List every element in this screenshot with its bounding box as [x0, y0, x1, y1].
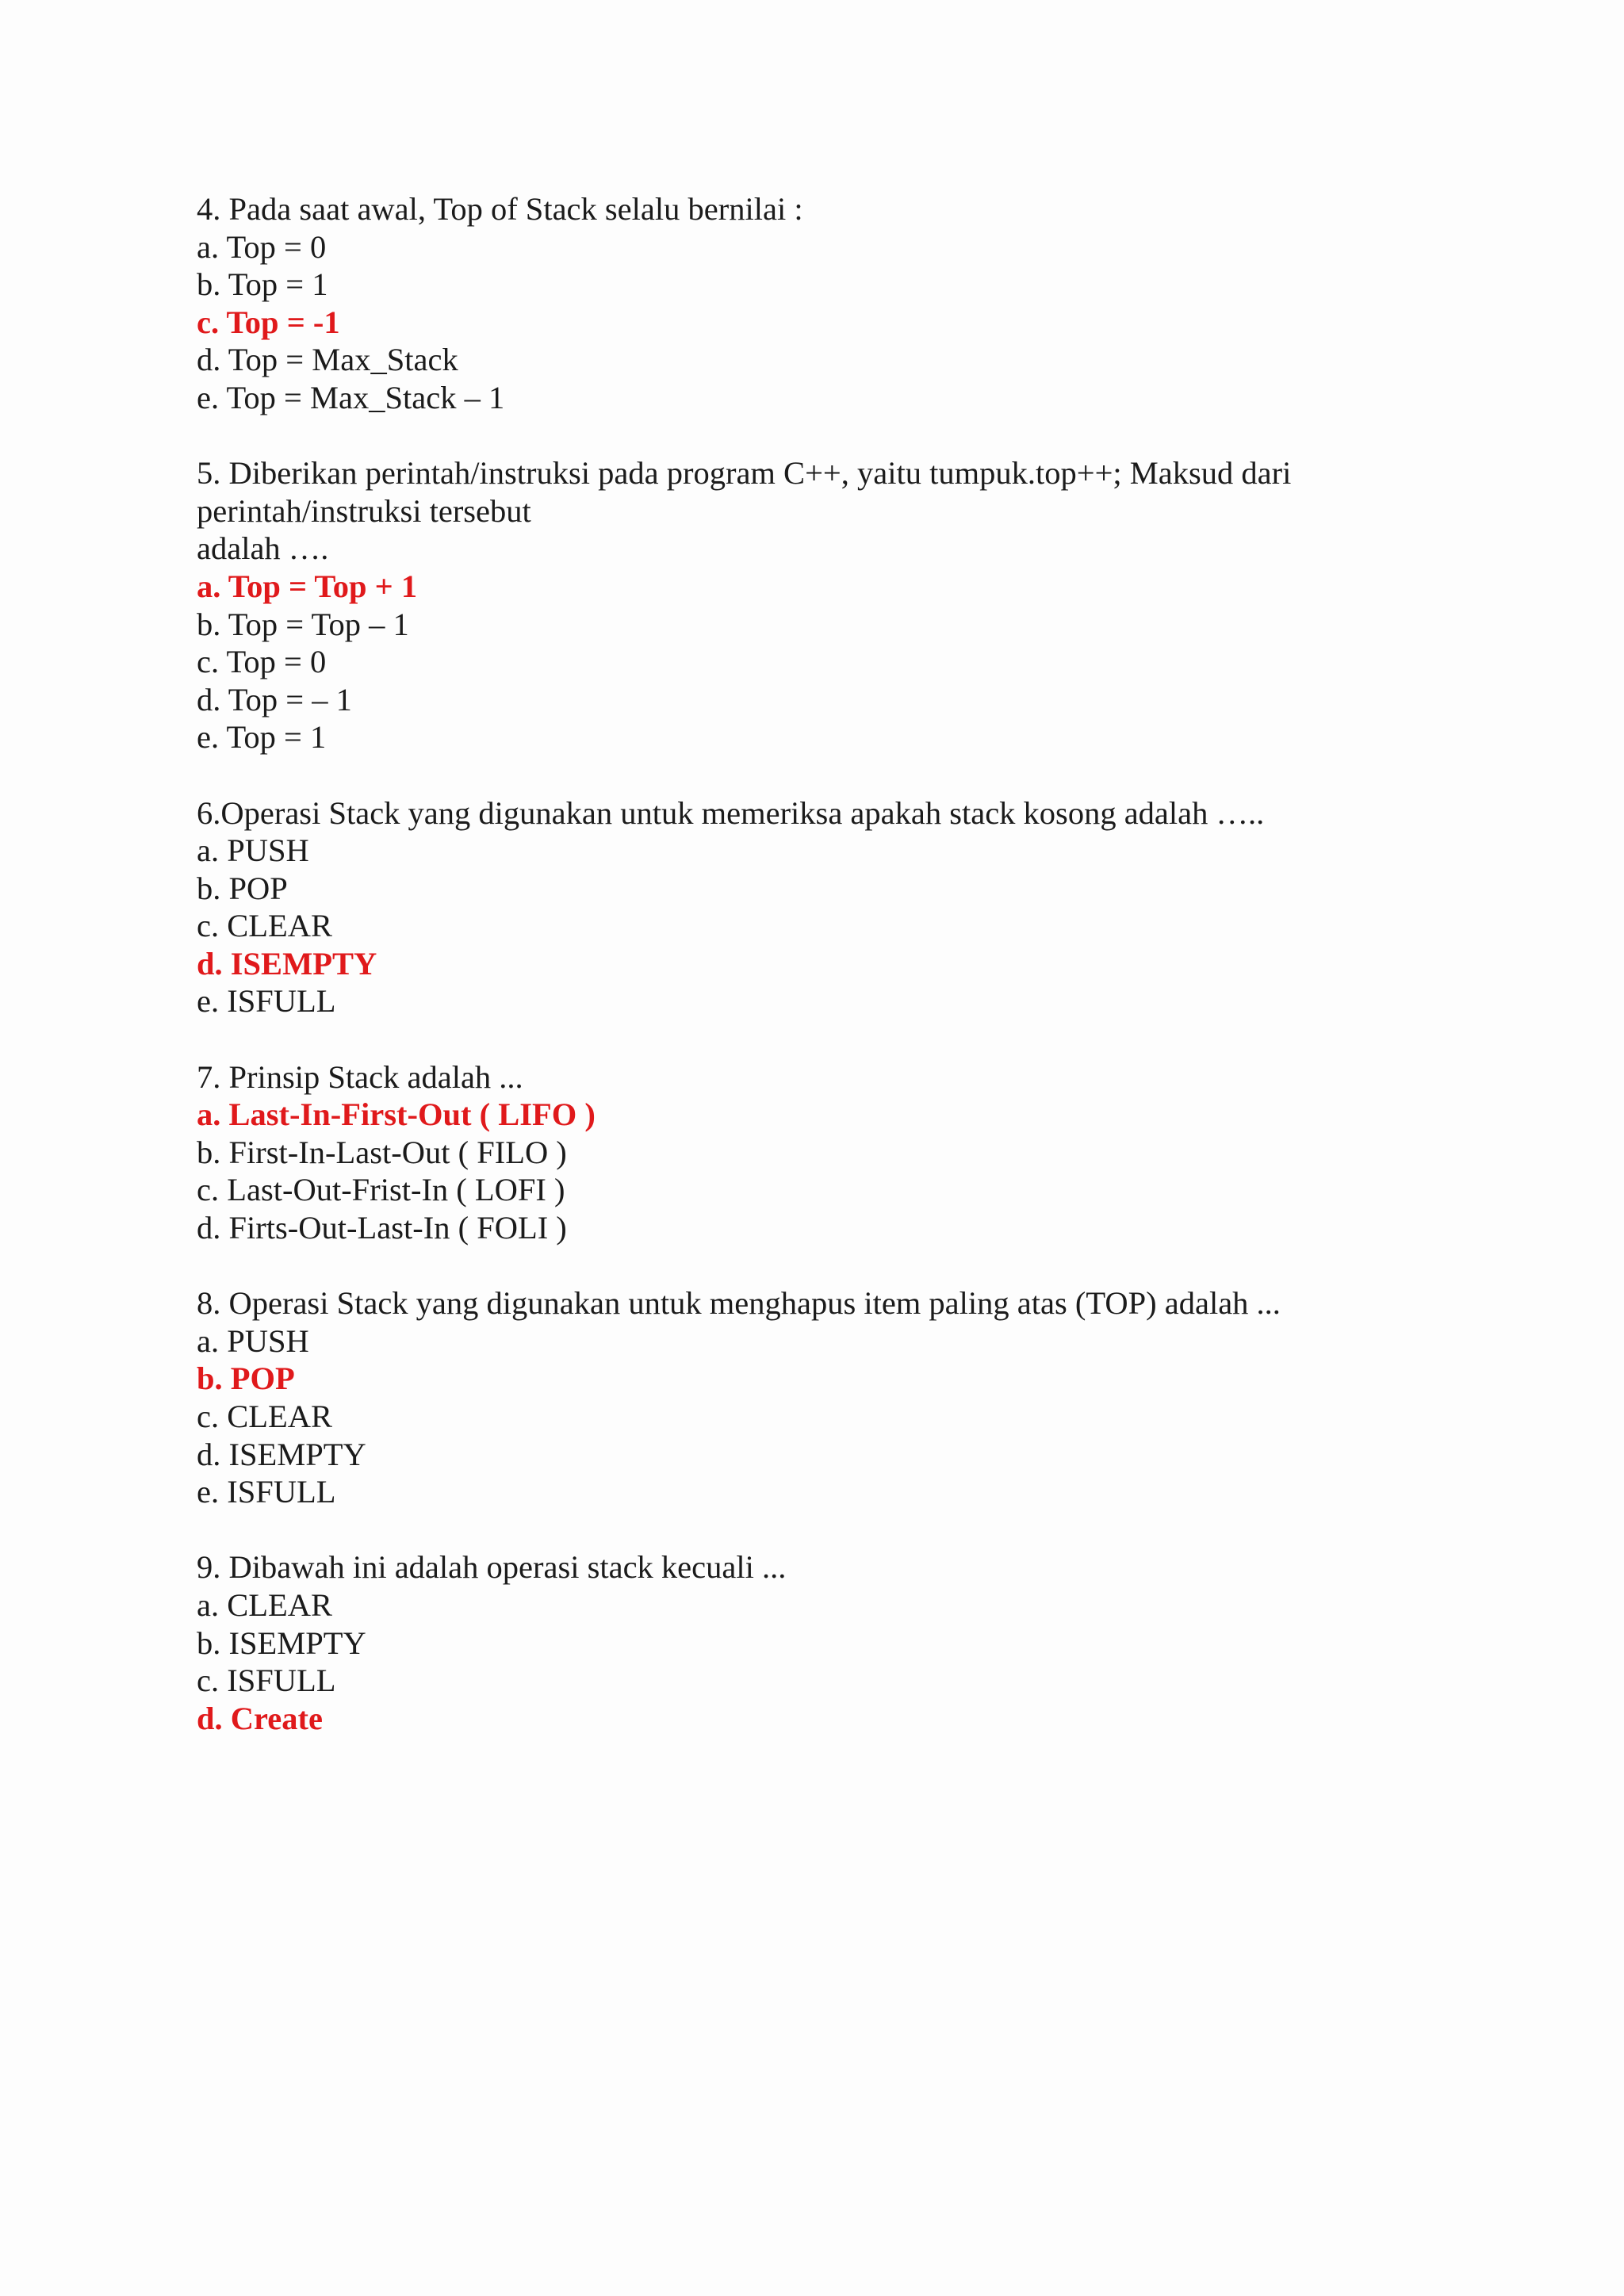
answer-option: c. CLEAR: [197, 908, 332, 944]
question-block: [197, 190, 1465, 417]
question-block: [197, 454, 1465, 756]
correct-answer-option: d. Create: [197, 1700, 323, 1736]
answer-option: a. PUSH: [197, 832, 309, 869]
answer-option: c. ISFULL: [197, 1663, 336, 1699]
answer-option: c. Last-Out-Frist-In ( LOFI ): [197, 1172, 565, 1208]
spacer: [197, 1511, 1465, 1549]
answer-option: e. ISFULL: [197, 1474, 336, 1510]
answer-option: d. ISEMPTY: [197, 1436, 366, 1472]
answer-option: e. Top = 1: [197, 719, 327, 756]
answer-option: e. Top = Max_Stack – 1: [197, 379, 505, 415]
correct-answer-option: a. Top = Top + 1: [197, 568, 418, 604]
question-block: [197, 1284, 1465, 1511]
answer-option: a. CLEAR: [197, 1586, 332, 1623]
spacer: [197, 756, 1465, 794]
question-text: perintah/instruksi tersebut: [197, 492, 531, 529]
answer-option: b. Top = Top – 1: [197, 606, 409, 642]
correct-answer-option: a. Last-In-First-Out ( LIFO ): [197, 1096, 596, 1133]
question-text: adalah ….: [197, 530, 329, 567]
question-text: 7. Prinsip Stack adalah ...: [197, 1058, 523, 1095]
answer-option: b. Top = 1: [197, 266, 328, 303]
question-text: 4. Pada saat awal, Top of Stack selalu bernilai :: [197, 191, 803, 227]
question-text: 9. Dibawah ini adalah operasi stack kecuali ...: [197, 1549, 787, 1586]
spacer: [197, 1247, 1465, 1285]
document-page: [197, 190, 1465, 1737]
answer-option: a. PUSH: [197, 1322, 309, 1359]
question-text: 5. Diberikan perintah/instruksi pada program C++, yaitu tumpuk.top++; Maksud dari: [197, 455, 1292, 492]
question-text: 8. Operasi Stack yang digunakan untuk menghapus item paling atas (TOP) adalah ...: [197, 1285, 1281, 1322]
answer-option: a. Top = 0: [197, 228, 327, 265]
answer-option: d. Top = – 1: [197, 681, 352, 718]
answer-option: c. CLEAR: [197, 1399, 332, 1434]
correct-answer-option: b. POP: [197, 1360, 295, 1397]
question-block: [197, 1548, 1465, 1737]
spacer: [197, 417, 1465, 455]
answer-option: d. Firts-Out-Last-In ( FOLI ): [197, 1210, 567, 1246]
answer-option: d. Top = Max_Stack: [197, 342, 458, 378]
correct-answer-option: d. ISEMPTY: [197, 945, 377, 982]
answer-option: e. ISFULL: [197, 983, 336, 1020]
question-text: 6.Operasi Stack yang digunakan untuk memeriksa apakah stack kosong adalah …..: [197, 794, 1265, 831]
spacer: [197, 1020, 1465, 1058]
correct-answer-option: c. Top = -1: [197, 304, 340, 340]
question-block: [197, 794, 1465, 1021]
answer-option: b. First-In-Last-Out ( FILO ): [197, 1134, 567, 1170]
answer-option: b. ISEMPTY: [197, 1624, 366, 1661]
question-block: [197, 1058, 1465, 1247]
answer-option: b. POP: [197, 870, 288, 906]
answer-option: c. Top = 0: [197, 644, 327, 680]
